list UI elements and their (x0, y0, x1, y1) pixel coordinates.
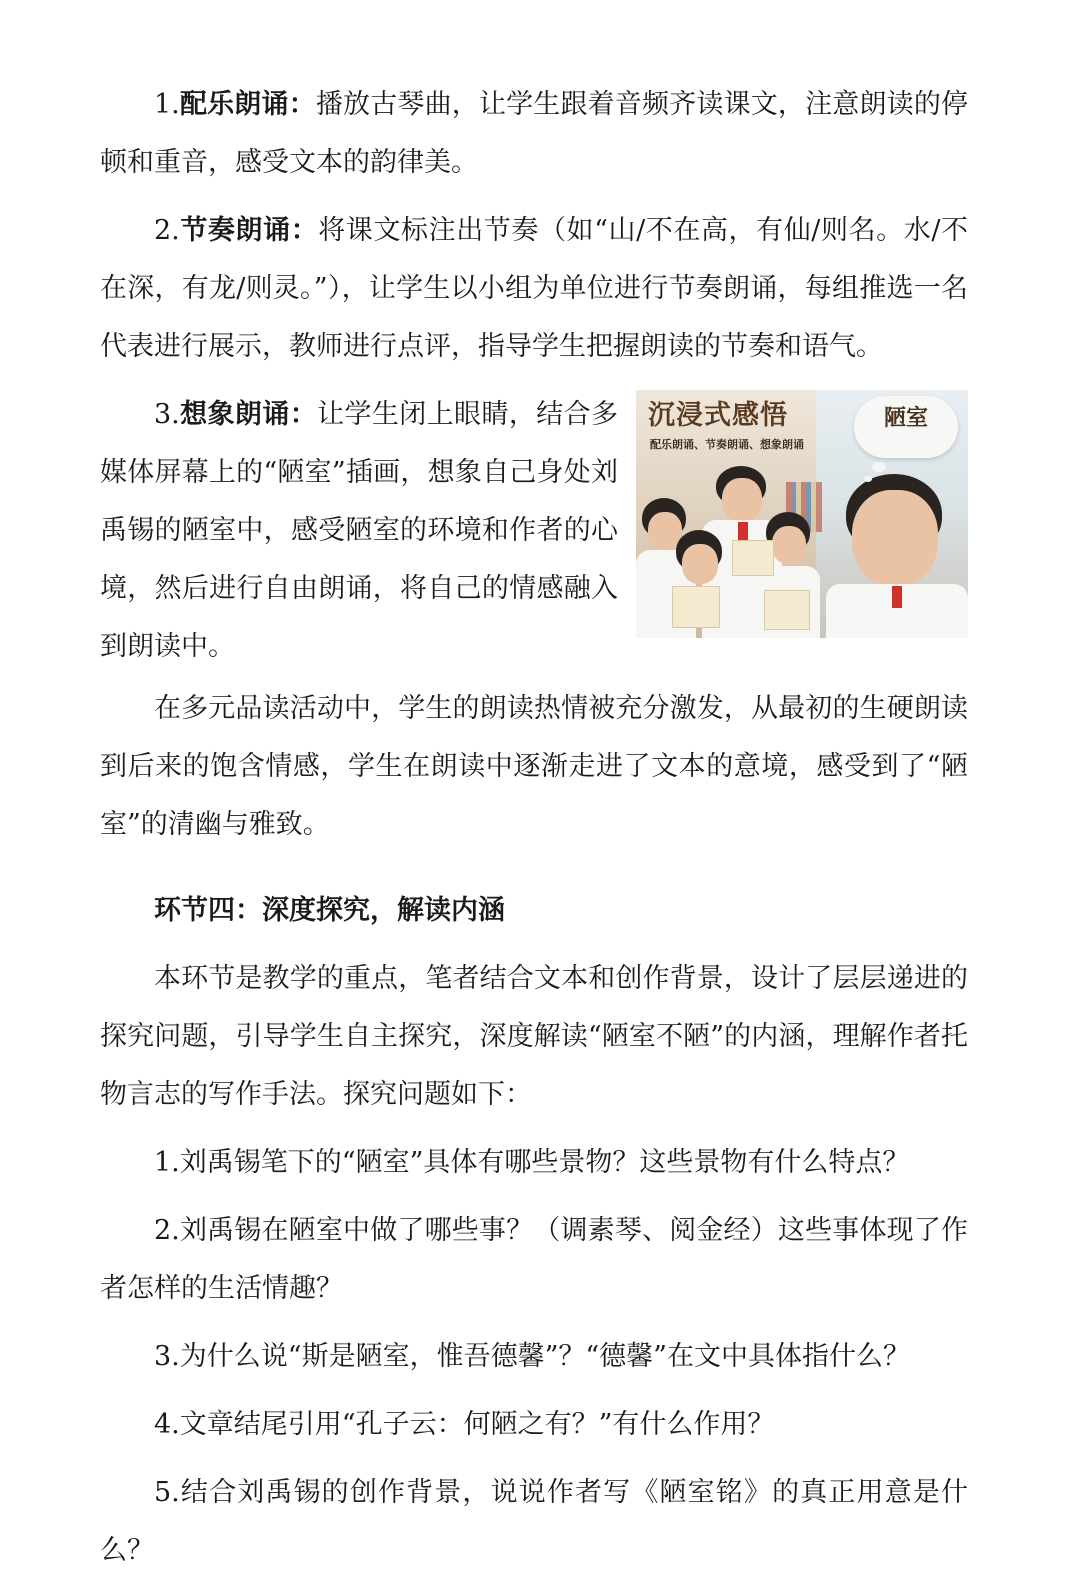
item-number: 2. (154, 215, 180, 246)
item-number: 3. (154, 399, 180, 430)
question-item: 3.为什么说“斯是陋室，惟吾德馨”？“德馨”在文中具体指什么？ (154, 1341, 910, 1372)
text-sheet (732, 540, 774, 576)
imagination-block (100, 386, 968, 676)
question-item: 4.文章结尾引用“孔子云：何陋之有？”有什么作用？ (154, 1409, 775, 1440)
thought-bubble-dot (864, 476, 872, 482)
paragraph-text: 让学生闭上眼睛，结合多媒体屏幕上的“陋室”插画，想象自己身处刘禹锡的陋室中，感受陋室的环境和作者的心境，然后进行自由朗诵，将自己的情感融入到朗读中。 (100, 399, 619, 662)
student-face (772, 526, 806, 564)
text-sheet (764, 590, 810, 630)
paragraph-rhythm-reading (100, 202, 968, 376)
thought-cloud-label: 陋室 (883, 405, 928, 431)
text-sheet (672, 586, 720, 628)
question-item: 2.刘禹锡在陋室中做了哪些事？（调素琴、阅金经）这些事体现了作者怎样的生活情趣？ (100, 1215, 968, 1304)
section-intro: 本环节是教学的重点，笔者结合文本和创作背景，设计了层层递进的探究问题，引导学生自主探究，深度解读“陋室不陋”的内涵，理解作者托物言志的写作手法。探究问题如下： (100, 963, 968, 1110)
section-heading: 环节四：深度探究，解读内涵 (154, 895, 505, 926)
paragraph-summary: 在多元品读活动中，学生的朗读热情被充分激发，从最初的生硬朗读到后来的饱含情感，学生在朗读中逐渐走进了文本的意境，感受到了“陋室”的清幽与雅致。 (100, 693, 968, 840)
student-face (722, 478, 762, 522)
question-item: 5.结合刘禹锡的创作背景，说说作者写《陋室铭》的真正用意是什么？ (100, 1477, 968, 1566)
paragraph-text: 播放古琴曲，让学生跟着音频齐读课文，注意朗读的停顿和重音，感受文本的韵律美。 (100, 89, 969, 178)
red-scarf (892, 586, 902, 608)
paragraph-music-reading (100, 76, 968, 192)
item-number: 1. (154, 89, 180, 120)
question-item: 1.刘禹锡笔下的“陋室”具体有哪些景物？这些景物有什么特点？ (154, 1147, 910, 1178)
student-face (682, 544, 718, 584)
keyword-imagination-reading: 想象朗诵： (179, 399, 318, 430)
paragraph-text: 将课文标注出节奏（如“山/不在高，有仙/则名。水/不在深，有龙/则灵。”），让学生以小组为单位进行节奏朗诵，每组推选一名代表进行展示，教师进行点评，指导学生把握朗读的节奏和语气。 (100, 215, 969, 362)
document-page (100, 76, 968, 1580)
keyword-rhythm-reading: 节奏朗诵： (179, 215, 319, 246)
illustration-subtitle: 配乐朗诵、节奏朗诵、想象朗诵 (650, 438, 804, 451)
keyword-music-reading: 配乐朗诵： (179, 89, 316, 120)
thought-bubble-dot (872, 462, 886, 472)
thought-cloud (854, 396, 958, 458)
classroom-illustration (636, 390, 968, 638)
student-face (852, 490, 938, 586)
illustration-title: 沉浸式感悟 (648, 400, 788, 431)
